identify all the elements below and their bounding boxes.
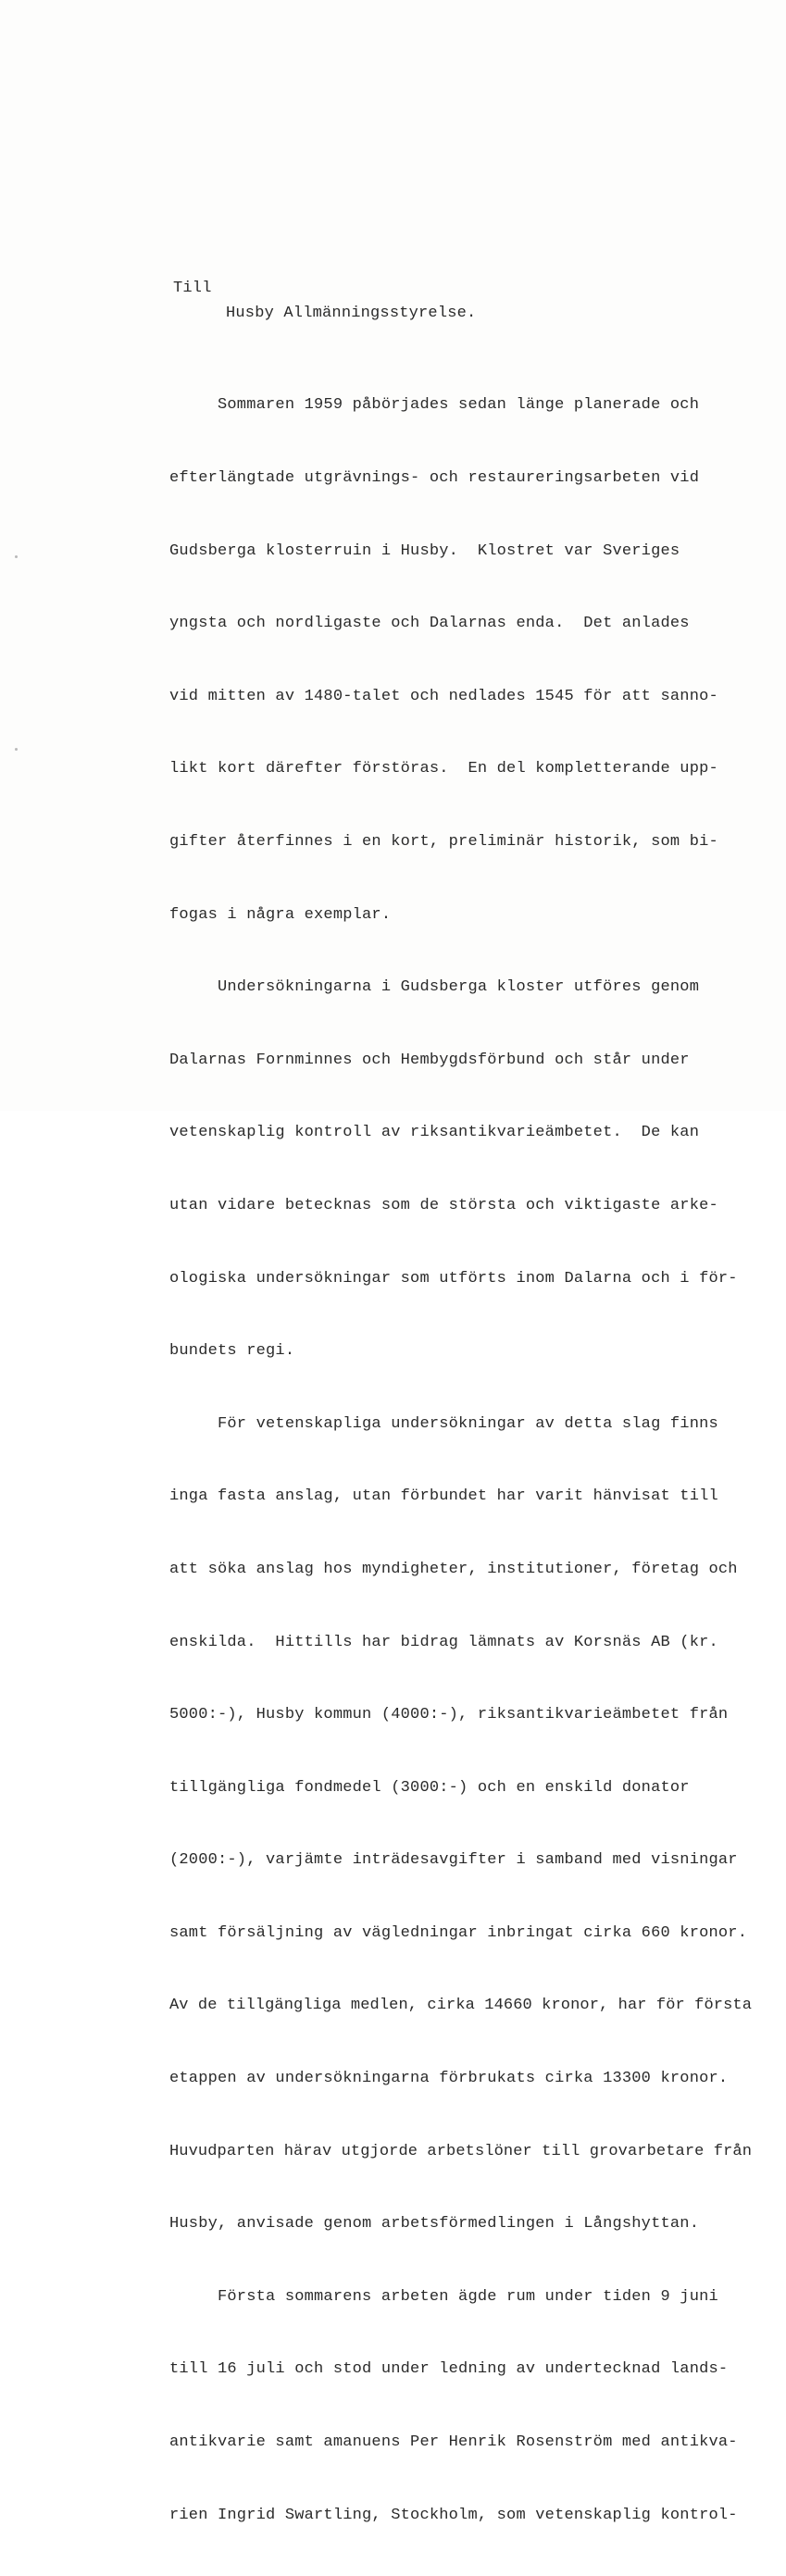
text-line: vetenskaplig kontroll av riksantikvarieämbetet. De kan	[169, 1124, 700, 1142]
text-line: Dalarnas Fornminnes och Hembygdsförbund och står under	[169, 1051, 690, 1069]
text-line: antikvarie samt amanuens Per Henrik Rosenström med antikva-	[169, 2433, 738, 2452]
text-line: utan vidare betecknas som de största och viktigaste arke-	[169, 1196, 718, 1214]
text-line: samt försäljning av vägledningar inbringat cirka 660 kronor.	[169, 1923, 748, 1942]
text-line: (2000:-), varjämte inträdesavgifter i samband med visningar	[169, 1851, 738, 1870]
text-line: enskilda. Hittills har bidrag lämnats av Korsnäs AB (kr.	[169, 1633, 718, 1651]
text-line: Huvudparten härav utgjorde arbetslöner till grovarbetare från	[169, 2142, 753, 2160]
text-line: efterlängtade utgrävnings- och restaureringsarbeten vid	[169, 469, 700, 487]
text-line: ologiska undersökningar som utförts inom Dalarna och i för-	[169, 1269, 738, 1288]
text-line: Av de tillgängliga medlen, cirka 14660 kronor, har för första	[169, 1997, 753, 2015]
text-line: Gudsberga klosterruin i Husby. Klostret var Sveriges	[169, 541, 680, 560]
text-line: att söka anslag hos myndigheter, institutioner, företag och	[169, 1560, 738, 1578]
text-line: etappen av undersökningarna förbrukats cirka 13300 kronor.	[169, 2070, 729, 2088]
letter-body	[169, 345, 752, 2576]
margin-speck	[15, 748, 18, 751]
text-line: vid mitten av 1480-talet och nedlades 1545 för att sanno-	[169, 687, 718, 705]
text-line: Första sommarens arbeten ägde rum under tiden 9 juni	[169, 2287, 718, 2306]
margin-speck	[15, 555, 18, 558]
text-line: till 16 juli och stod under ledning av undertecknad lands-	[169, 2360, 729, 2379]
recipient-line: Husby Allmänningsstyrelse.	[226, 305, 477, 322]
text-line: 5000:-), Husby kommun (4000:-), riksantikvarieämbetet från	[169, 1706, 729, 1724]
text-line: gifter återfinnes i en kort, preliminär historik, som bi-	[169, 832, 718, 851]
text-line: yngsta och nordligaste och Dalarnas enda. Det anlades	[169, 615, 690, 633]
text-line: inga fasta anslag, utan förbundet har varit hänvisat till	[169, 1487, 718, 1506]
text-line: likt kort därefter förstöras. En del kompletterande upp-	[169, 760, 718, 778]
text-line: bundets regi.	[169, 1342, 295, 1361]
text-line: rien Ingrid Swartling, Stockholm, som vetenskaplig kontrol-	[169, 2506, 738, 2524]
text-line: tillgängliga fondmedel (3000:-) och en enskild donator	[169, 1778, 690, 1797]
text-line: Husby, anvisade genom arbetsförmedlingen i Långshyttan.	[169, 2215, 700, 2234]
salutation: Till	[173, 280, 212, 297]
text-line: Undersökningarna i Gudsberga kloster utföres genom	[169, 978, 700, 997]
text-line: Sommaren 1959 påbörjades sedan länge planerade och	[169, 396, 700, 415]
text-line: fogas i några exemplar.	[169, 905, 392, 924]
text-line: För vetenskapliga undersökningar av detta slag finns	[169, 1414, 718, 1433]
